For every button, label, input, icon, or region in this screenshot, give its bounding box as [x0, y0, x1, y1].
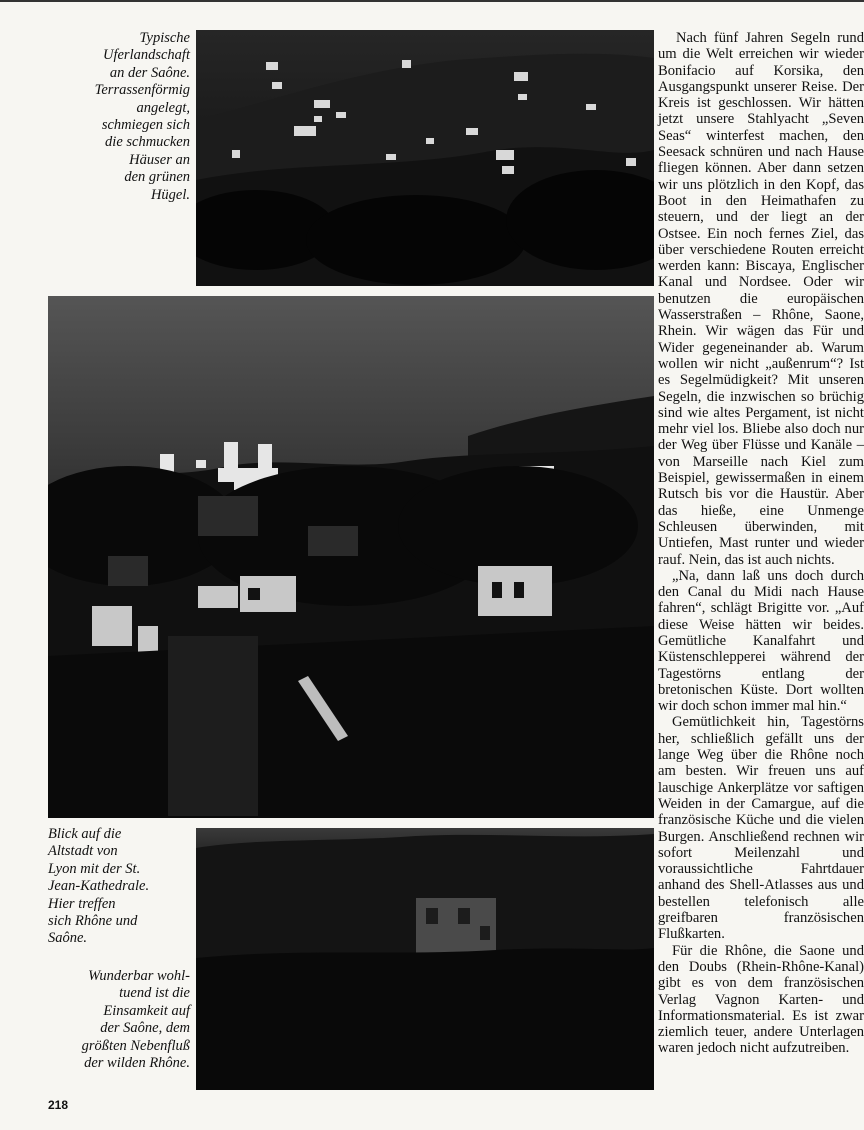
article-body: [658, 30, 864, 1057]
photo-lyon-old-town: [48, 296, 654, 818]
caption-saone-landscape: Typische Uferlandschaft an der Saône. Terrassenförmig angelegt, schmiegen sich die schmucken Häuser an den grünen Hügel.: [94, 30, 190, 203]
top-rule: [0, 0, 864, 2]
page-number: 218: [48, 1098, 69, 1112]
caption-saone-solitude: Wunderbar wohl- tuend ist die Einsamkeit auf der Saône, dem größten Nebenfluß der wilden Rhône.: [81, 968, 190, 1072]
article-paragraph: Für die Rhône, die Saone und den Doubs (Rhein-Rhône-Kanal) gibt es von dem französischen Verlag Vagnon Karten- und Informationsmaterial. Es ist zwar ziemlich teuer, andere Unterlagen waren jedoch nicht aufzutreiben.: [658, 942, 864, 1057]
photo-saone-riverbank: [196, 828, 654, 1090]
article-paragraph: Nach fünf Jahren Segeln rund um die Welt erreichen wir wieder Bonifacio auf Korsika, den Ausgangspunkt unserer Reise. Der Kreis ist geschlossen. Wir hätten jetzt unsere Stahlyacht „Seven Seas“ winterfest machen, den Seesack schnüren und nach Hause fliegen können. Aber dann setzen wir uns plötzlich in den Kopf, das Boot in den Heimathafen zu steuern, und der liegt an der Ostsee. Ein noch fernes Ziel, das über verschiedene Routen erreicht werden kann: Biscaya, Englischer Kanal und Nordsee. Oder wir benutzen die europäischen Wasserstraßen – Rhône, Saone, Rhein. Wir wägen das Für und Wider gegeneinander ab. Warum wollen wir nicht „außenrum“? Ist es Segelmüdigkeit? Mit unseren Segeln, die inzwischen so brüchig sind wie altes Pergament, ist nicht mehr viel los. Bliebe also doch nur der Weg über Flüsse und Kanäle – von Marseille nach Kiel zum Beispiel, gewissermaßen in einem Rutsch bis vor die Haustür. Aber das hieße, eine Unmenge Schleusen überwinden, mit Untiefen, Mast runter und wieder rauf. Nein, das ist auch nichts.: [658, 30, 864, 568]
article-paragraph: „Na, dann laß uns doch durch den Canal du Midi nach Hause fahren“, schlägt Brigitte vor. „Auf diese Weise hätten wir beides. Gemütliche Kanalfahrt und Küstenschlepperei während der Tagestörns entlang der bretonischen Küste. Dort wollten wir doch schon immer mal hin.“: [658, 567, 864, 715]
article-paragraph: Gemütlichkeit hin, Tagestörns her, schließlich gefällt uns der lange Weg über die Rhône noch am besten. Wir freuen uns auf lauschige Ankerplätze vor saftigen Weiden in der Camargue, auf die französische Küche und die vielen Burgen. Anschließend rechnen wir sofort Meilenzahl und voraussichtliche Fahrtdauer anhand des Shell-Atlasses aus und bestellen telefonisch alle greifbaren französischen Flußkarten.: [658, 714, 864, 943]
photo-saone-hillside: [196, 30, 654, 286]
caption-lyon-old-town: Blick auf die Altstadt von Lyon mit der St. Jean-Kathedrale. Hier treffen sich Rhône und Saône.: [48, 826, 150, 947]
